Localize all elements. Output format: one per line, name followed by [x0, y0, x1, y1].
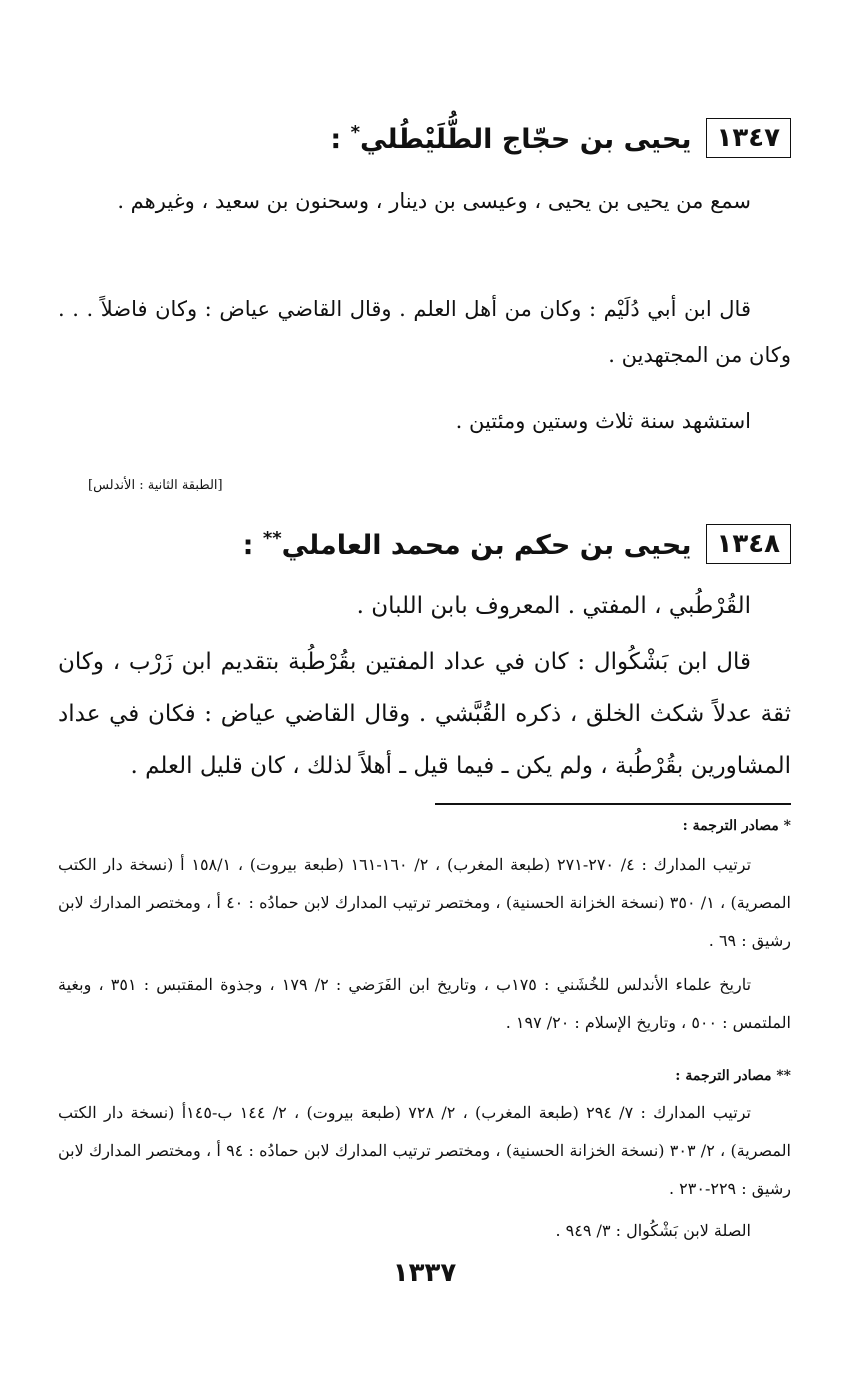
footnote-divider: [435, 803, 791, 805]
entry-title: يحيى بن حكم بن محمد العاملي** :: [242, 527, 692, 561]
section-tag: [الطبقة الثانية : الأندلس]: [88, 478, 223, 493]
footnote-paragraph: الصلة لابن بَشْكُوال : ٣/ ٩٤٩ .: [555, 1221, 751, 1240]
entry-heading: [330, 118, 791, 158]
entry-number: ١٣٤٧: [706, 118, 791, 158]
footnote-marker: *: [350, 121, 361, 143]
entry-paragraph: سمع من يحيى بن يحيى ، وعيسى بن دينار ، وسحنون بن سعيد ، وغيرهم .: [117, 189, 751, 213]
entry-paragraph: القُرْطُبي ، المفتي . المعروف بابن اللبان .: [356, 593, 751, 619]
footnote-paragraph: تاريخ علماء الأندلس للخُشَني : ١٧٥ب ، وتاريخ ابن الفَرَضي : ٢/ ١٧٩ ، وجذوة المقتبس : ٣٥١ ، وبغية الملتمس : ٥٠٠ ، وتاريخ الإسلام : ٢٠/ ١٩٧ .: [58, 975, 791, 1032]
page-number: ١٣٣٧: [392, 1258, 457, 1288]
entry-number: ١٣٤٨: [706, 524, 791, 564]
footnote-marker: **: [262, 527, 282, 549]
entry-paragraph: قال ابن بَشْكُوال : كان في عداد المفتين بقُرْطُبة بتقديم ابن زَرْب ، وكان ثقة عدلاً شكث الخلق ، ذكره القُبَّشي . وقال القاضي عياض : فكان في عداد المشاورين بقُرْطُبة ، ولم يكن ـ فيما قيل ـ أهلاً لذلك ، كان قليل العلم .: [58, 649, 791, 779]
entry-title: يحيى بن حجّاج الطُّلَيْطُلي* :: [330, 121, 692, 155]
footnote-heading: * مصادر الترجمة :: [682, 818, 791, 834]
footnote-paragraph: ترتيب المدارك : ٧/ ٢٩٤ (طبعة المغرب) ، ٢/ ٧٢٨ (طبعة بيروت) ، ٢/ ١٤٤ ب-١٤٥أ (نسخة دار الكتب المصرية) ، ٢/ ٣٠٣ (نسخة الخزانة الحسنية) ، ومختصر ترتيب المدارك لابن حمادُه : ٩٤ أ ، ومختصر المدارك لابن رشيق : ٢٢٩-٢٣٠ .: [58, 1103, 791, 1198]
footnote-paragraph: ترتيب المدارك : ٤/ ٢٧٠-٢٧١ (طبعة المغرب) ، ٢/ ١٦٠-١٦١ (طبعة بيروت) ، ١٥٨/١ أ (نسخة دار الكتب المصرية) ، ١/ ٣٥٠ (نسخة الخزانة الحسنية) ، ومختصر ترتيب المدارك لابن حمادُه : ٤٠ أ ، ومختصر المدارك لابن رشيق : ٦٩ .: [58, 855, 791, 950]
footnote-heading: ** مصادر الترجمة :: [675, 1068, 791, 1084]
entry-paragraph: استشهد سنة ثلاث وستين ومئتين .: [455, 409, 751, 433]
entry-heading: [243, 524, 791, 564]
entry-paragraph: قال ابن أبي دُلَيْم : وكان من أهل العلم . وقال القاضي عياض : وكان فاضلاً . . . وكان من المجتهدين .: [58, 297, 791, 367]
